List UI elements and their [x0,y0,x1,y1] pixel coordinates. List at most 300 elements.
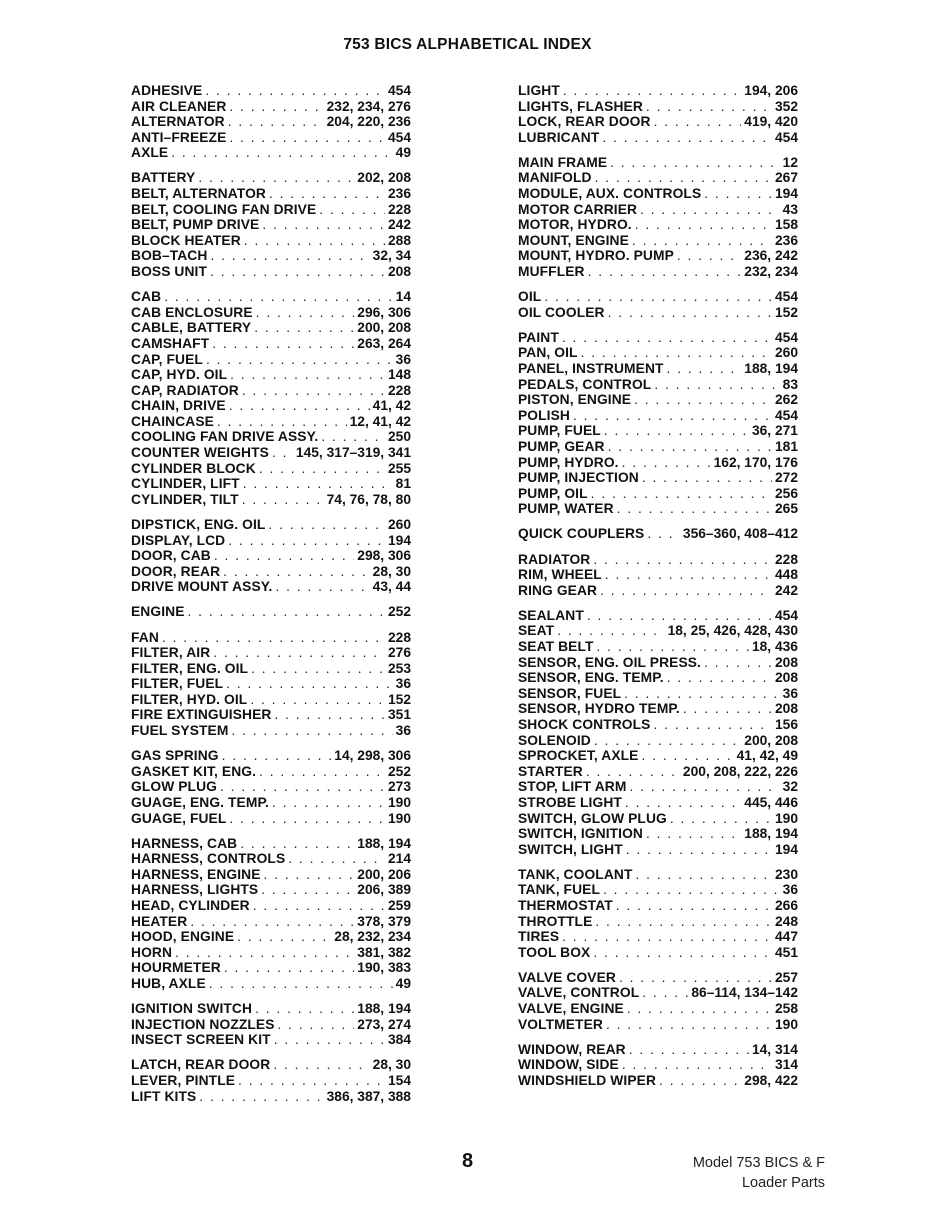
index-entry-term: FIRE EXTINGUISHER [131,707,272,723]
index-entry [131,289,411,305]
index-entry-term: AIR CLEANER [131,98,227,114]
index-entry-term: LIGHT [518,83,560,98]
index-entry-term: CAP, HYD. OIL [131,367,228,383]
index-entry [518,486,798,502]
index-entry [131,779,411,795]
index-entry-term: LEVER, PINTLE [131,1072,236,1088]
index-entry [518,779,798,795]
index-entry-pages: 200, 208 [357,320,411,336]
dot-leader [591,486,772,502]
index-entry [131,352,411,368]
index-entry-term: MOUNT, ENGINE [518,232,629,248]
index-entry [518,764,798,780]
index-entry [518,1001,798,1017]
dot-leader [562,929,772,945]
dot-leader [254,320,354,336]
index-group [131,1001,411,1048]
index-entry-pages: 236 [387,186,411,202]
index-entry-term: BELT, ALTERNATOR [131,186,266,202]
index-entry-pages: 36 [395,723,411,739]
dot-leader [654,377,779,393]
index-entry-term: GAS SPRING [131,748,219,764]
index-entry-pages: 188, 194 [744,361,798,376]
index-entry-term: SHOCK CONTROLS [518,716,651,732]
index-entry [518,130,798,146]
index-entry [131,579,411,595]
dot-leader [677,248,741,264]
index-entry [518,455,798,471]
index-entry-pages: 236 [774,232,798,248]
index-group [131,289,411,507]
index-entry [131,811,411,827]
dot-leader [162,630,385,646]
index-entry [518,1017,798,1033]
index-entry-pages: 204, 220, 236 [326,114,411,130]
dot-leader [634,392,772,408]
dot-leader [229,99,323,115]
index-entry-pages: 454 [387,129,411,145]
index-entry-term: PAN, OIL [518,345,578,361]
index-entry-pages: 298, 306 [357,548,411,564]
index-entry [518,670,798,686]
index-entry-pages: 266 [774,898,798,913]
dot-leader [278,1017,355,1033]
index-entry-term: CHAIN, DRIVE [131,398,226,414]
dot-leader [288,851,385,867]
index-entry-pages: 351 [387,707,411,723]
dot-leader [240,836,354,852]
dot-leader [198,170,354,186]
index-entry [518,233,798,249]
index-entry [518,289,798,305]
index-entry [131,1057,411,1073]
index-entry-pages: 18, 25, 426, 428, 430 [667,623,798,639]
index-entry-pages: 12 [782,154,798,170]
dot-leader [272,795,385,811]
index-entry [518,408,798,424]
index-entry-term: INSECT SCREEN KIT [131,1032,271,1048]
index-entry-pages: 206, 389 [357,882,411,898]
index-entry [131,476,411,492]
index-entry-pages: 12, 41, 42 [349,413,411,429]
index-entry-pages: 190 [387,810,411,826]
dot-leader [175,945,354,961]
index-entry-pages: 257 [774,969,798,985]
index-entry-term: MOUNT, HYDRO. PUMP [518,248,674,264]
index-entry [131,305,411,321]
dot-leader [272,445,293,461]
index-entry-pages: 188, 194 [357,1001,411,1017]
dot-leader [268,517,385,533]
index-entry-pages: 288 [387,232,411,248]
index-entry-term: VALVE, CONTROL [518,985,640,1001]
index-entry-term: PISTON, ENGINE [518,392,632,408]
index-entry [518,552,798,568]
index-entry-term: CHAINCASE [131,413,214,429]
index-entry-pages: 454 [774,289,798,305]
dot-leader [641,748,733,764]
index-entry [131,945,411,961]
index-entry-pages: 228 [774,551,798,567]
index-entry-pages: 248 [774,913,798,929]
dot-leader [667,670,772,686]
index-group [518,289,798,320]
index-entry [518,114,798,130]
dot-leader [199,1089,323,1105]
index-entry-term: IGNITION SWITCH [131,1001,253,1017]
index-entry-term: OIL [518,289,542,305]
dot-leader [635,217,772,233]
index-entry-term: DRIVE MOUNT ASSY. [131,579,273,595]
index-entry-pages: 148 [387,367,411,383]
dot-leader [640,202,780,218]
index-group [518,608,798,858]
index-entry-term: HOOD, ENGINE [131,929,235,945]
index-entry-term: OIL COOLER [518,304,605,320]
index-entry-pages: 43, 44 [372,579,411,595]
index-entry-term: SEAT [518,623,555,639]
index-entry-term: TOOL BOX [518,944,591,960]
index-entry [131,383,411,399]
index-entry-pages: 314 [774,1057,798,1073]
dot-leader [704,186,772,202]
index-entry-pages: 352 [774,98,798,114]
index-entry-pages: 86–114, 134–142 [691,985,798,1001]
index-entry-pages: 454 [774,129,798,145]
index-entry-pages: 43 [782,201,798,217]
index-entry-term: FILTER, FUEL [131,676,224,692]
index-entry [131,217,411,233]
dot-leader [220,779,385,795]
dot-leader [586,764,680,780]
dot-leader [626,842,772,858]
index-entry-pages: 162, 170, 176 [713,454,798,470]
index-entry-pages: 265 [774,501,798,517]
index-entry-pages: 252 [387,604,411,620]
index-entry-term: MOTOR, HYDRO. [518,217,632,233]
index-entry [131,645,411,661]
index-entry [518,155,798,171]
index-entry [131,145,411,161]
dot-leader [581,345,772,361]
dot-leader [229,811,385,827]
dot-leader [264,867,355,883]
index-entry-pages: 273, 274 [357,1016,411,1032]
index-entry [518,748,798,764]
dot-leader [635,867,771,883]
index-entry-term: HARNESS, LIGHTS [131,882,259,898]
index-entry-pages: 378, 379 [357,913,411,929]
index-entry [518,623,798,639]
index-entry-term: GASKET KIT, ENG. [131,763,257,779]
index-entry [131,264,411,280]
index-entry [518,99,798,115]
index-entry-pages: 36, 271 [751,423,798,439]
index-entry [131,130,411,146]
index-entry [518,985,798,1001]
index-entry-pages: 41, 42 [372,398,411,414]
footer-model-line: Model 753 BICS & F [692,1155,825,1171]
index-group [518,526,798,542]
index-entry [131,248,411,264]
index-entry-pages: 454 [774,329,798,345]
index-entry-pages: 14, 298, 306 [334,748,411,764]
dot-leader [242,492,324,508]
index-entry-term: STARTER [518,763,583,779]
index-entry [518,898,798,914]
index-entry-term: FILTER, HYD. OIL [131,691,248,707]
index-entry-pages: 252 [387,763,411,779]
index-column-right [518,83,798,1098]
index-entry [131,661,411,677]
index-entry-term: BOSS UNIT [131,264,208,280]
index-entry-term: QUICK COUPLERS [518,526,645,542]
dot-leader [229,398,370,414]
footer [693,1153,825,1193]
index-group [131,170,411,279]
dot-leader [231,723,392,739]
index-entry-pages: 208 [387,264,411,280]
index-entry-term: POLISH [518,407,570,423]
index-group [131,836,411,992]
dot-leader [587,608,772,624]
dot-leader [261,882,354,898]
index-entry-term: SENSOR, ENG. TEMP. [518,670,664,686]
index-entry-pages: 262 [774,392,798,408]
index-entry-pages: 202, 208 [357,170,411,186]
index-group [131,748,411,826]
index-entry [518,392,798,408]
dot-leader [629,779,779,795]
index-entry-pages: 253 [387,660,411,676]
index-entry-pages: 259 [387,898,411,913]
index-entry-term: DIPSTICK, ENG. OIL [131,516,266,532]
index-entry [131,233,411,249]
index-entry-term: LATCH, REAR DOOR [131,1057,271,1073]
dot-leader [629,1042,749,1058]
dot-leader [321,429,385,445]
dot-leader [262,217,385,233]
index-entry [518,567,798,583]
index-entry [131,795,411,811]
index-entry-pages: 190 [387,794,411,810]
index-group [518,970,798,1032]
index-entry [131,1032,411,1048]
dot-leader [624,686,779,702]
index-entry-pages: 263, 264 [357,335,411,351]
index-entry-pages: 190, 383 [357,960,411,976]
index-entry-term: BLOCK HEATER [131,232,241,248]
dot-leader [223,564,369,580]
index-entry [518,795,798,811]
index-entry-pages: 447 [774,929,798,945]
index-entry-term: HARNESS, CONTROLS [131,851,286,867]
index-entry [131,676,411,692]
dot-leader [646,826,741,842]
index-entry-term: CYLINDER, TILT [131,491,239,507]
dot-leader [259,764,385,780]
index-entry [518,882,798,898]
index-entry-pages: 267 [774,170,798,186]
index-entry-term: STROBE LIGHT [518,794,622,810]
index-entry-term: BELT, COOLING FAN DRIVE [131,201,317,217]
index-entry-pages: 18, 436 [751,639,798,654]
footer-parts-line: Loader Parts [741,1175,825,1191]
dot-leader [704,655,772,671]
index-entry-pages: 49 [395,975,411,991]
index-entry [518,583,798,599]
index-entry-pages: 41, 42, 49 [736,748,798,764]
index-entry-term: MODULE, AUX. CONTROLS [518,186,702,202]
index-entry [131,429,411,445]
dot-leader [627,1001,772,1017]
index-entry-pages: 81 [395,476,411,492]
index-entry-pages: 200, 208 [744,732,798,748]
index-entry-term: LUBRICANT [518,129,600,145]
dot-leader [605,567,772,583]
dot-leader [594,733,741,749]
index-entry-term: VALVE, ENGINE [518,1001,624,1017]
index-group [131,83,411,161]
index-entry [518,170,798,186]
index-entry-pages: 273 [387,779,411,795]
index-entry-term: SENSOR, FUEL [518,685,622,701]
index-entry-term: LIFT KITS [131,1088,197,1104]
index-entry-pages: 208 [774,701,798,717]
index-entry-term: STOP, LIFT ARM [518,779,627,795]
dot-leader [237,929,331,945]
index-entry [131,336,411,352]
dot-leader [210,248,369,264]
index-entry-term: FUEL SYSTEM [131,723,229,739]
index-entry [518,361,798,377]
index-entry-pages: 208 [774,654,798,670]
index-entry-pages: 242 [387,217,411,233]
dot-leader [653,717,771,733]
index-entry-term: CAP, FUEL [131,351,203,367]
index-entry-term: MANIFOLD [518,170,592,186]
index-entry-term: FAN [131,629,159,645]
index-entry [518,377,798,393]
index-entry-pages: 445, 446 [744,794,798,810]
index-entry-pages: 451 [774,944,798,960]
dot-leader [593,552,772,568]
index-entry-term: BATTERY [131,170,196,186]
index-entry [131,882,411,898]
index-entry-term: THERMOSTAT [518,898,613,913]
index-entry [518,305,798,321]
index-entry [131,114,411,130]
index-entry [131,414,411,430]
index-entry [131,492,411,508]
index-entry [518,470,798,486]
index-entry [131,320,411,336]
dot-leader [213,645,385,661]
index-entry-term: SPROCKET, AXLE [518,748,639,764]
index-entry-term: PUMP, HYDRO. [518,454,619,470]
index-entry-pages: 49 [395,145,411,161]
index-entry [131,202,411,218]
index-entry-term: HORN [131,944,173,960]
index-entry-pages: 32, 34 [372,248,411,264]
index-entry-term: LOCK, REAR DOOR [518,114,651,130]
index-entry-pages: 36 [395,351,411,367]
index-entry [518,701,798,717]
index-entry [131,1073,411,1089]
index-entry [131,548,411,564]
index-entry-pages: 190 [774,810,798,826]
dot-leader [229,130,385,146]
index-entry-term: RADIATOR [518,551,591,567]
index-entry-term: CAB [131,289,162,305]
index-entry-term: ANTI–FREEZE [131,129,227,145]
index-entry [131,1017,411,1033]
index-entry-pages: 386, 387, 388 [326,1088,411,1104]
index-entry-pages: 298, 422 [744,1072,798,1088]
index-entry-pages: 194 [387,532,411,548]
index-entry-pages: 181 [774,438,798,454]
index-entry-term: CAP, RADIATOR [131,382,239,398]
index-entry [518,608,798,624]
index-entry [518,345,798,361]
index-entry [518,733,798,749]
dot-leader [190,914,354,930]
index-entry-pages: 214 [387,851,411,867]
index-entry [131,707,411,723]
dot-leader [562,330,772,346]
dot-leader [274,707,385,723]
index-entry-term: SENSOR, HYDRO TEMP. [518,701,680,717]
index-entry-pages: 356–360, 408–412 [682,526,798,542]
dot-leader [238,1073,385,1089]
dot-leader [603,882,780,898]
index-entry-term: COUNTER WEIGHTS [131,445,269,461]
dot-leader [602,130,772,146]
index-entry-term: ALTERNATOR [131,114,225,130]
dot-leader [670,811,772,827]
dot-leader [597,639,749,655]
dot-leader [573,408,772,424]
index-entry [131,929,411,945]
index-entry [131,186,411,202]
index-entry-term: RING GEAR [518,582,598,598]
dot-leader [595,170,772,186]
index-group [518,330,798,517]
index-group [131,604,411,620]
dot-leader [164,289,392,305]
index-entry-term: GUAGE, FUEL [131,810,227,826]
dot-leader [269,186,385,202]
index-entry [131,367,411,383]
dot-leader [244,233,385,249]
index-entry-pages: 260 [774,345,798,361]
index-entry-term: LIGHTS, FLASHER [518,98,643,114]
index-entry-pages: 228 [387,629,411,645]
dot-leader [212,336,354,352]
index-group [518,83,798,145]
dot-leader [608,439,772,455]
index-entry-pages: 28, 30 [372,1057,411,1073]
page-number: 8 [461,1150,474,1172]
index-entry-term: DOOR, CAB [131,548,211,564]
index-group [518,867,798,961]
index-entry-term: RIM, WHEEL [518,567,602,583]
index-entry-term: CAB ENCLOSURE [131,304,253,320]
dot-leader [275,579,369,595]
dot-leader [230,367,385,383]
index-entry [518,945,798,961]
dot-leader [604,423,749,439]
